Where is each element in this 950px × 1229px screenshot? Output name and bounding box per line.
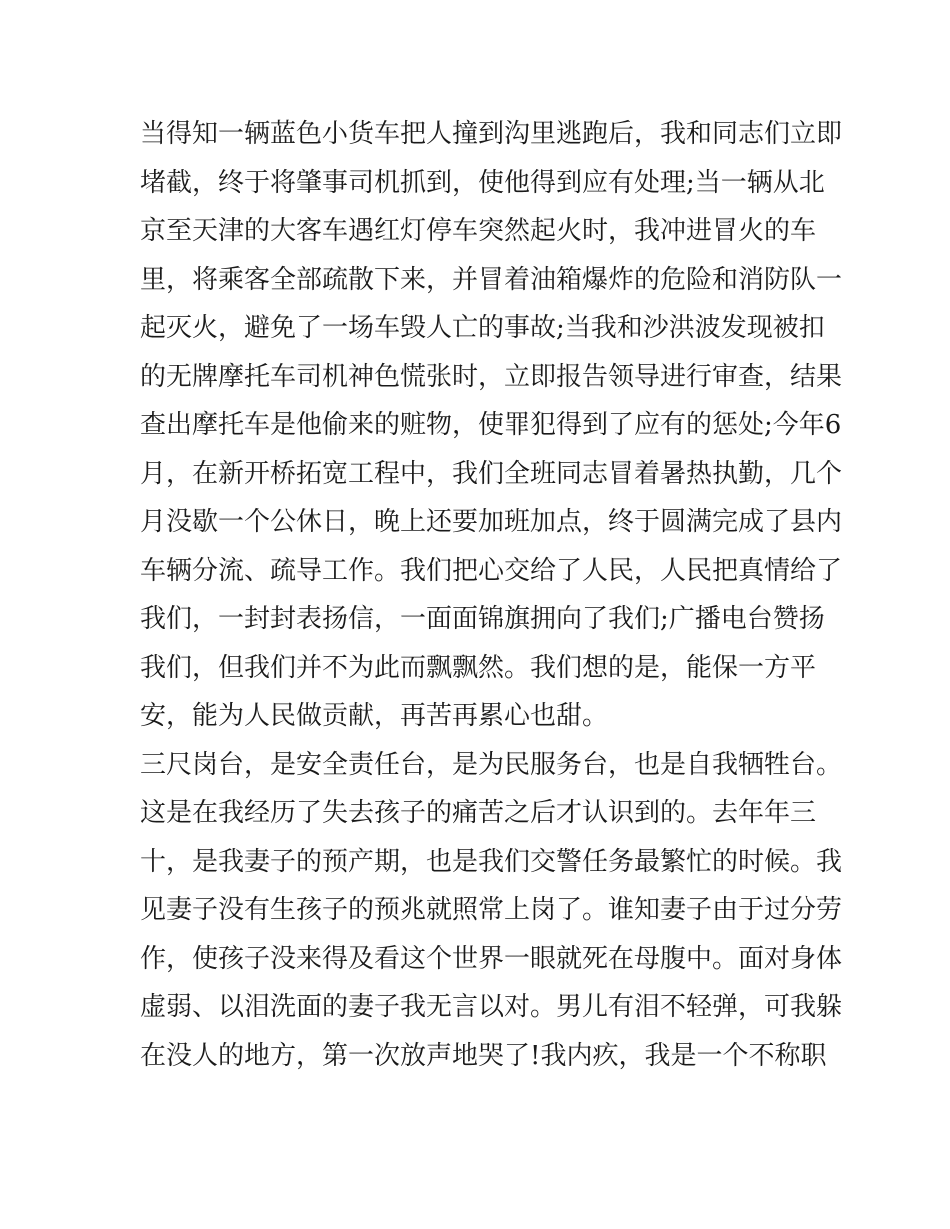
body-text xyxy=(140,110,843,1080)
text-line: 安，能为人民做贡献，再苦再累心也甜。 xyxy=(140,701,609,731)
text-line: 我们，一封封表扬信，一面面锦旗拥向了我们;广播电台赞扬 xyxy=(140,604,825,634)
text-line: 里，将乘客全部疏散下来，并冒着油箱爆炸的危险和消防队一 xyxy=(140,264,843,295)
text-line: 堵截，终于将肇事司机抓到，使他得到应有处理;当一辆从北 xyxy=(140,167,825,198)
text-line: 的无牌摩托车司机神色慌张时，立即报告领导进行审查，结果 xyxy=(140,361,843,392)
text-line: 查出摩托车是他偷来的赃物，使罪犯得到了应有的惩处;今年6 xyxy=(140,410,842,440)
text-line: 作，使孩子没来得及看这个世界一眼就死在母腹中。面对身体 xyxy=(140,943,843,974)
text-line: 十，是我妻子的预产期，也是我们交警任务最繁忙的时候。我 xyxy=(140,846,843,877)
text-line: 车辆分流、疏导工作。我们把心交给了人民，人民把真情给了 xyxy=(140,555,843,586)
text-line: 虚弱、以泪洗面的妻子我无言以对。男儿有泪不轻弹，可我躲 xyxy=(140,992,843,1022)
text-line: 在没人的地方，第一次放声地哭了!我内疚，我是一个不称职 xyxy=(140,1040,827,1071)
text-line: 起灭火，避免了一场车毁人亡的事故;当我和沙洪波发现被扣 xyxy=(140,313,825,343)
text-line: 月，在新开桥拓宽工程中，我们全班同志冒着暑热执勤，几个 xyxy=(140,458,843,489)
text-line: 我们，但我们并不为此而飘飘然。我们想的是，能保一方平 xyxy=(140,652,817,683)
text-line: 当得知一辆蓝色小货车把人撞到沟里逃跑后，我和同志们立即 xyxy=(140,119,843,149)
text-line: 这是在我经历了失去孩子的痛苦之后才认识到的。去年年三 xyxy=(140,798,817,828)
text-line: 京至天津的大客车遇红灯停车突然起火时，我冲进冒火的车 xyxy=(140,216,817,246)
text-line: 三尺岗台，是安全责任台，是为民服务台，也是自我牺牲台。 xyxy=(140,749,843,780)
text-line: 月没歇一个公休日，晚上还要加班加点，终于圆满完成了县内 xyxy=(140,507,843,537)
text-line: 见妻子没有生孩子的预兆就照常上岗了。谁知妻子由于过分劳 xyxy=(140,895,843,925)
